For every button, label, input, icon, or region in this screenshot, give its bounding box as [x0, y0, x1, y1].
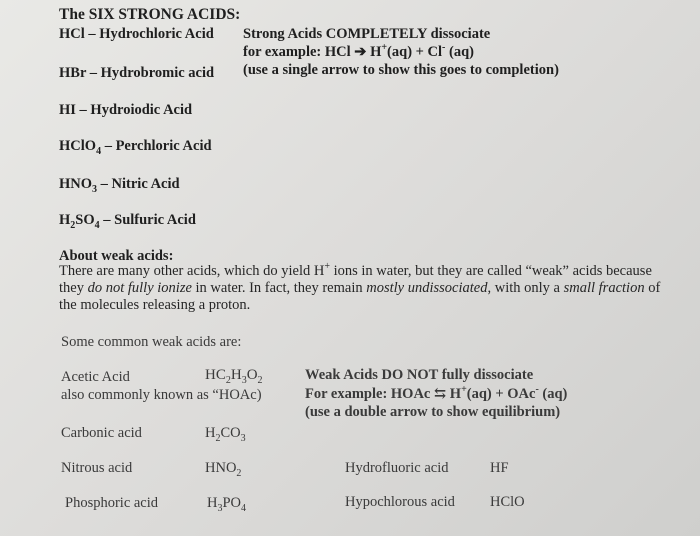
acid-formula: $H_2SO_4$	[59, 212, 100, 231]
phosphoric-acid-formula: $H_3PO_4$	[207, 495, 247, 514]
acid-hclo4	[59, 137, 212, 155]
acid-formula: HClO$_4$	[59, 138, 102, 157]
carbonic-acid-name: Carbonic acid	[61, 425, 142, 441]
strong-dissociate-title: Strong Acids COMPLETELY dissociate	[243, 26, 491, 42]
weak-acids-paragraph: There are many other acids, which do yield H+ ions in water, but they are called “weak” acids because they do not fully ionize in water. In fact, they remain mostly undissociated, with only a small fraction of the molecules releasing a proton.	[59, 261, 661, 313]
weak-note: (use a double arrow to show equilibrium)	[305, 404, 561, 420]
phosphoric-acid-name: Phosphoric acid	[65, 495, 159, 511]
weak-acids-heading: About weak acids:	[59, 248, 174, 264]
strong-acids-heading: The SIX STRONG ACIDS:	[59, 6, 241, 23]
acid-hbr	[59, 64, 214, 82]
acid-name: – Perchloric Acid	[104, 138, 212, 154]
acetic-acid-formula: $HC_2H_3O_2$	[205, 367, 263, 386]
strong-example: for example: HCl ➔ H+(aq) + Cl- (aq)	[243, 42, 474, 60]
acid-name: – Nitric Acid	[100, 176, 180, 192]
strong-note: (use a single arrow to show this goes to completion)	[243, 62, 559, 78]
acid-hno3	[59, 175, 180, 193]
hydrofluoric-acid-formula: HF	[490, 460, 509, 476]
acetic-acid-aka: also commonly known as “HOAc)	[61, 387, 262, 403]
weak-example: For example: HOAc ⇆ H+(aq) + OAc- (aq)	[305, 384, 568, 402]
acid-name: – Hydroiodic Acid	[79, 102, 193, 118]
acid-name: – Hydrochloric Acid	[88, 26, 214, 42]
carbonic-acid-formula: $H_2CO_3$	[205, 425, 246, 444]
hypochlorous-acid-formula: HClO	[490, 494, 525, 510]
common-weak-heading: Some common weak acids are:	[61, 334, 242, 350]
acid-h2so4	[59, 211, 196, 229]
acid-hi	[59, 101, 192, 119]
nitrous-acid-formula: $HNO_2$	[205, 460, 242, 479]
double-arrow-icon: ⇆	[434, 386, 447, 402]
hydrofluoric-acid-name: Hydrofluoric acid	[345, 460, 449, 476]
acid-formula: HCl	[59, 26, 85, 42]
nitrous-acid-name: Nitrous acid	[61, 460, 133, 476]
acid-formula: HI	[59, 102, 76, 118]
acid-name: – Hydrobromic acid	[89, 65, 215, 81]
acid-formula: $HNO_3$	[59, 176, 98, 195]
acetic-acid-name: Acetic Acid	[61, 369, 130, 385]
acid-formula: HBr	[59, 65, 87, 81]
acid-name: – Sulfuric Acid	[103, 212, 196, 228]
acid-hcl	[59, 25, 214, 43]
hypochlorous-acid-name: Hypochlorous acid	[345, 494, 455, 510]
weak-dissociate-title: Weak Acids DO NOT fully dissociate	[305, 367, 534, 383]
single-arrow-icon: ➔	[354, 44, 367, 60]
